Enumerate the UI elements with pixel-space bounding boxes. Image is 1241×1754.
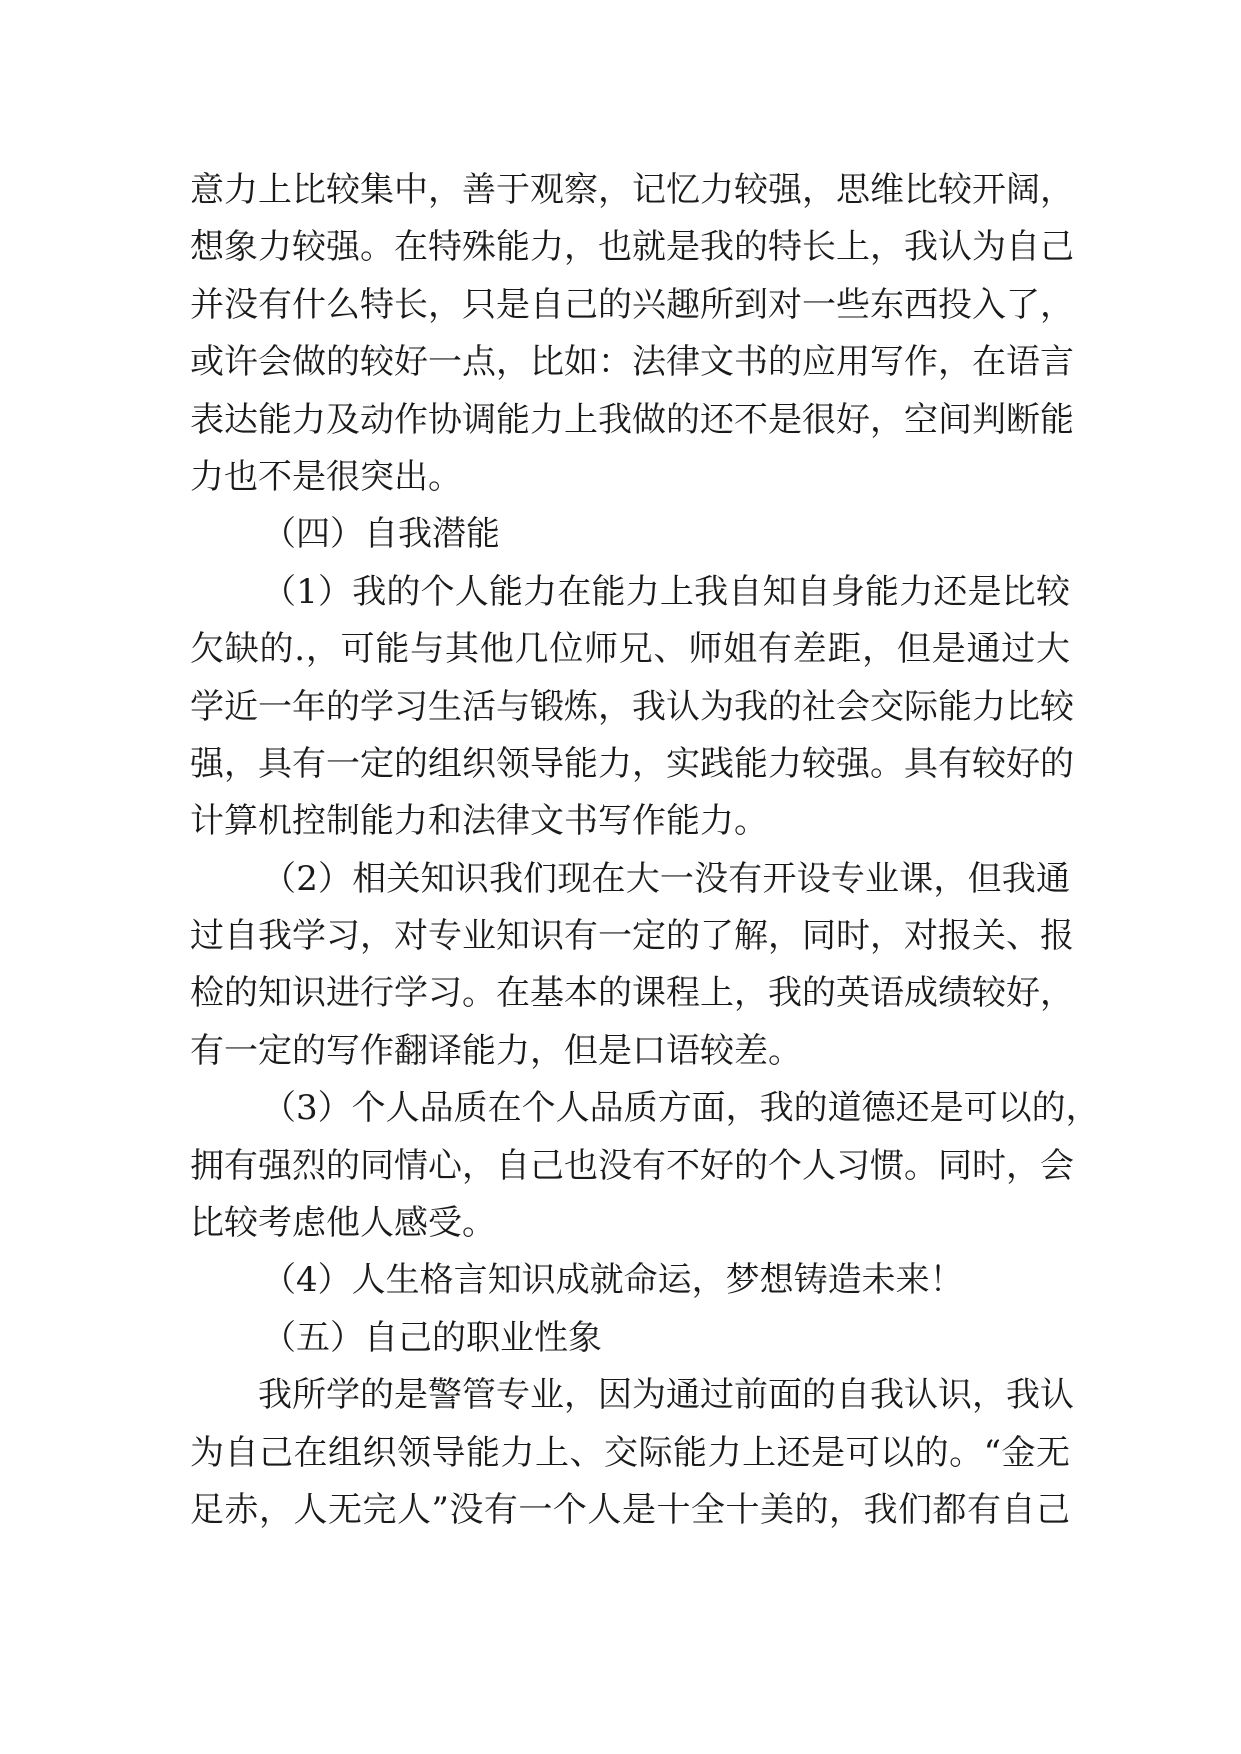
text-line: 学近一年的学习生活与锻炼，我认为我的社会交际能力比较 bbox=[190, 686, 1074, 727]
text-line: 力也不是很突出。 bbox=[190, 456, 462, 497]
text-line: 有一定的写作翻译能力，但是口语较差。 bbox=[190, 1030, 802, 1071]
paragraph-3-start: （3）个人品质在个人品质方面，我的道德还是可以的， bbox=[262, 1088, 1100, 1129]
text-line: 表达能力及动作协调能力上我做的还不是很好，空间判断能 bbox=[190, 399, 1074, 440]
body-text bbox=[190, 162, 1100, 1539]
section-heading-4: （四）自我潜能 bbox=[262, 514, 500, 555]
text-line: 拥有强烈的同情心，自己也没有不好的个人习惯。同时，会 bbox=[190, 1145, 1074, 1186]
text-line: 过自我学习，对专业知识有一定的了解，同时，对报关、报 bbox=[190, 916, 1074, 957]
text-line: 欠缺的.，可能与其他几位师兄、师姐有差距，但是通过大 bbox=[190, 629, 1070, 670]
paragraph-1-start: （1）我的个人能力在能力上我自知自身能力还是比较 bbox=[262, 571, 1070, 612]
paragraph-2-start: （2）相关知识我们现在大一没有开设专业课，但我通 bbox=[262, 858, 1070, 899]
section-heading-5: （五）自己的职业性象 bbox=[262, 1317, 602, 1358]
text-line: 意力上比较集中，善于观察，记忆力较强，思维比较开阔， bbox=[190, 170, 1074, 210]
text-line: 比较考虑他人感受。 bbox=[190, 1203, 496, 1244]
text-line: 为自己在组织领导能力上、交际能力上还是可以的。“金无 bbox=[190, 1432, 1070, 1473]
text-line: 强，具有一定的组织领导能力，实践能力较强。具有较好的 bbox=[190, 743, 1074, 784]
text-line: 或许会做的较好一点，比如：法律文书的应用写作，在语言 bbox=[190, 342, 1074, 383]
text-line: 想象力较强。在特殊能力，也就是我的特长上，我认为自己 bbox=[190, 227, 1074, 268]
text-line: 计算机控制能力和法律文书写作能力。 bbox=[190, 801, 768, 842]
paragraph-5-start: 我所学的是警管专业，因为通过前面的自我认识，我认 bbox=[258, 1375, 1074, 1416]
text-line: 足赤，人无完人”没有一个人是十全十美的，我们都有自己 bbox=[190, 1489, 1070, 1530]
text-line: 检的知识进行学习。在基本的课程上，我的英语成绩较好， bbox=[190, 973, 1074, 1014]
paragraph-4-motto: （4）人生格言知识成就命运，梦想铸造未来！ bbox=[262, 1260, 964, 1301]
text-line: 并没有什么特长，只是自己的兴趣所到对一些东西投入了， bbox=[190, 284, 1074, 325]
